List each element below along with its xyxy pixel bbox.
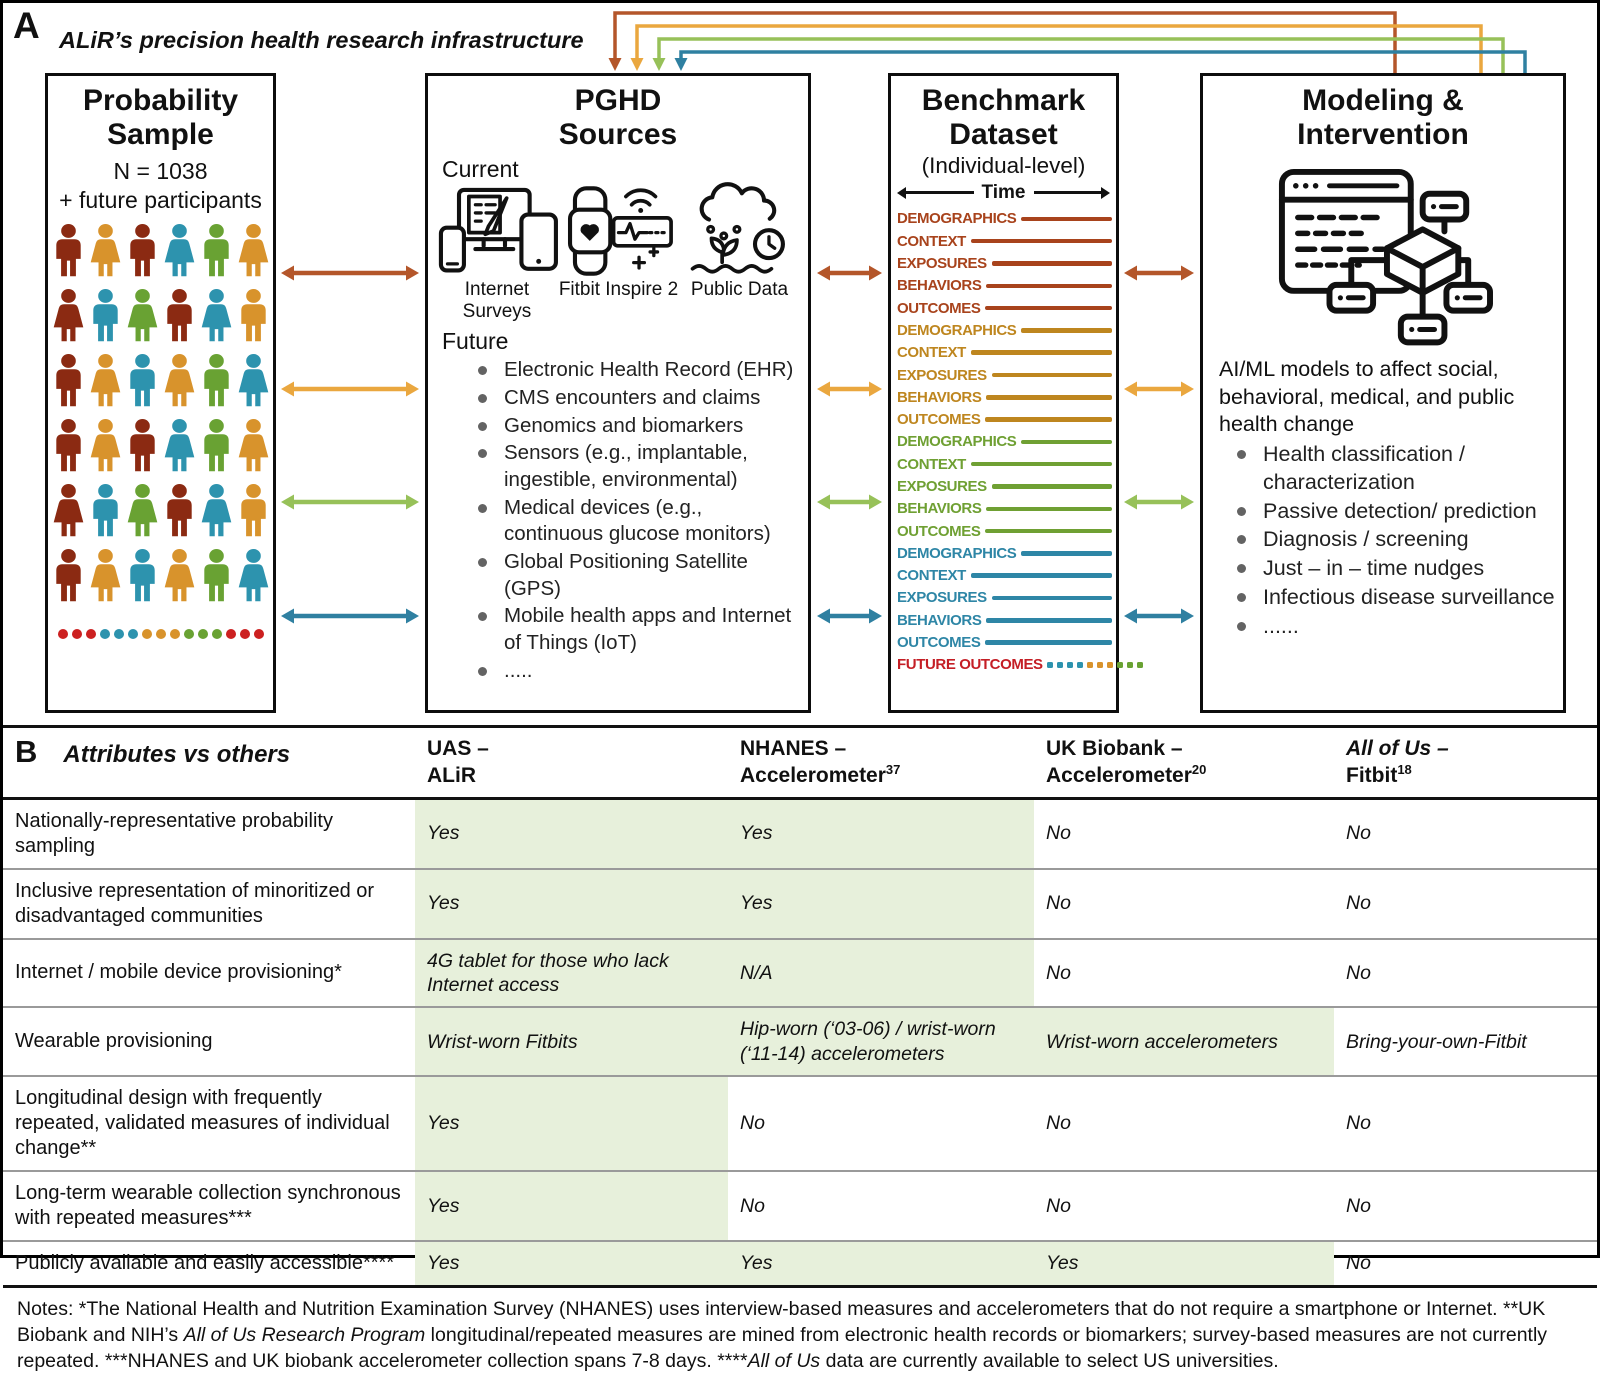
internet-surveys-icon [436,185,559,277]
bullet-icon [1237,450,1246,459]
table-cell: No [1046,822,1071,845]
column-header-uas-alir: UAS – ALiR [427,737,489,788]
person-icon [88,484,123,538]
row-label: Long-term wearable collection synchronous with repeated measures*** [15,1182,401,1230]
table-body [3,800,1597,1289]
table-row [3,868,1597,938]
column-header-nhanes: NHANES – Accelerometer$^{37}$ [740,737,901,788]
benchmark-dataset-box [888,73,1119,713]
source-label: Internet Surveys [462,278,532,322]
list-item: Global Positioning Satellite (GPS) [478,549,804,602]
future-participants: + future participants [59,186,262,213]
person-icon [236,224,271,278]
person-icon [51,419,86,473]
row-label: Publicly available and easily accessible**** [15,1252,395,1275]
benchmark-line [986,618,1112,623]
sample-dot [156,629,166,639]
person-icon [162,289,197,343]
time-label: Time [981,181,1026,203]
list-item: Electronic Health Record (EHR) [478,357,804,384]
benchmark-label: OUTCOMES [897,411,981,429]
benchmark-row [897,453,1112,475]
benchmark-row [897,542,1112,564]
benchmark-row [897,431,1112,453]
future-outcome-dot [1137,662,1143,668]
future-outcome-dot [1087,662,1093,668]
table-cell: Yes [728,1242,1034,1285]
benchmark-line [986,284,1112,289]
table-row [3,938,1597,1007]
benchmark-label: BEHAVIORS [897,277,982,295]
benchmark-line [992,596,1112,601]
pghd-sources-box [425,73,811,713]
benchmark-row [897,408,1112,430]
sample-dot [72,629,82,639]
table-cell: Yes [415,1172,728,1240]
list-item: Infectious disease surveillance [1237,584,1559,612]
benchmark-label: OUTCOMES [897,522,981,540]
person-icon [51,484,86,538]
future-outcome-dot [1097,662,1103,668]
benchmark-label: CONTEXT [897,232,966,250]
benchmark-row [897,565,1112,587]
bullet-icon [478,394,487,403]
sample-dot [254,629,264,639]
person-icon [88,354,123,408]
future-outcome-dot [1077,662,1083,668]
benchmark-row [897,498,1112,520]
panel-b [3,725,1597,1381]
bullet-icon [478,558,487,567]
table-cell: Hip-worn (‘03-06) / wrist-worn (‘11-14) accelerometers [728,1008,1034,1075]
benchmark-row [897,319,1112,341]
sample-dot [240,629,250,639]
table-row [3,1170,1597,1240]
current-sources-row [428,183,808,323]
benchmark-label: CONTEXT [897,567,966,585]
person-icon [88,549,123,603]
person-icon [125,549,160,603]
bullet-icon [478,612,487,621]
table-cell: No [1046,892,1071,915]
person-icon [51,289,86,343]
bullet-icon [478,667,487,676]
person-icon [236,419,271,473]
person-icon [88,289,123,343]
bullet-icon [1237,535,1246,544]
benchmark-row [897,208,1112,230]
person-icon [236,289,271,343]
sample-dot [226,629,236,639]
modeling-list [1203,441,1563,642]
current-label: Current [442,155,519,182]
benchmark-line [1021,217,1112,222]
benchmark-line [985,640,1112,645]
person-row [51,484,271,538]
benchmark-line [1021,440,1112,445]
table-cell: No [1346,1194,1371,1217]
list-item: Just – in – time nudges [1237,555,1559,583]
benchmark-row [897,631,1112,653]
benchmark-label: CONTEXT [897,455,966,473]
table-cell: No [740,1194,765,1217]
person-icon [199,419,234,473]
table-cell: Yes [728,800,1034,868]
bullet-icon [478,366,487,375]
panel-a-label: A [13,5,40,46]
person-icon [162,224,197,278]
benchmark-label: EXPOSURES [897,477,987,495]
benchmark-row [897,275,1112,297]
probability-sample-box [45,73,276,713]
row-label: Nationally-representative probability sampling [15,809,333,857]
person-icon [199,224,234,278]
table-cell: No [1346,1252,1371,1275]
benchmark-line [985,306,1112,311]
probability-title: Probability Sample [82,84,239,151]
benchmark-row [897,252,1112,274]
list-item: Mobile health apps and Internet of Things (IoT) [478,603,804,656]
sample-dot [170,629,180,639]
person-icon [162,419,197,473]
list-item: Sensors (e.g., implantable, ingestible, environmental) [478,440,804,493]
arrow-right-icon [1101,187,1110,199]
person-icon [162,549,197,603]
benchmark-label: BEHAVIORS [897,611,982,629]
table-row [3,800,1597,868]
benchmark-line [971,573,1112,578]
list-item: Diagnosis / screening [1237,526,1559,554]
person-icon [236,549,271,603]
table-cell: No [1346,961,1371,984]
future-outcome-dot [1067,662,1073,668]
table-cell: Yes [415,870,728,938]
person-row [51,549,271,603]
table-cell: No [1046,1112,1071,1135]
column-header-all-of-us: All of Us – Fitbit$^{18}$ [1346,737,1449,788]
panel-a-title: ALiR’s precision health research infrastructure [59,27,584,53]
benchmark-future-row [897,654,1112,676]
benchmark-label: EXPOSURES [897,589,987,607]
list-item: Genomics and biomarkers [478,413,804,440]
source-label: Fitbit Inspire 2 [558,278,679,300]
person-row [51,289,271,343]
panel-b-label: B [15,734,38,769]
person-icon [162,354,197,408]
table-cell: No [1046,961,1071,984]
bullet-icon [478,504,487,513]
bullet-icon [1237,564,1246,573]
bullet-icon [478,422,487,431]
table-title-cell [3,728,415,797]
future-label: Future [442,328,509,355]
table-cell: No [740,1112,765,1135]
person-icon [51,224,86,278]
row-label: Internet / mobile device provisioning* [15,961,342,984]
panel-a [3,3,1597,725]
benchmark-line [986,395,1112,400]
public-data-icon [686,185,793,277]
benchmark-line [992,261,1112,266]
list-item: CMS encounters and claims [478,385,804,412]
list-item: Medical devices (e.g., continuous glucose monitors) [478,495,804,548]
arrow-left-icon [897,187,906,199]
future-sources-list [428,357,808,684]
list-item: ...... [1237,613,1559,641]
person-icon [236,354,271,408]
model-icon-wrap [1203,164,1563,352]
row-label: Longitudinal design with frequently repeated, validated measures of individual change** [15,1087,390,1160]
benchmark-line [992,373,1112,378]
table-cell: 4G tablet for those who lack Internet access [415,940,728,1007]
person-row [51,224,271,278]
table-cell: Yes [1034,1242,1334,1285]
benchmark-label: EXPOSURES [897,255,987,273]
table-cell: No [1046,1194,1071,1217]
future-outcome-dot [1057,662,1063,668]
source-public-data [679,185,800,323]
person-icon [125,354,160,408]
fitbit-icon [561,185,676,277]
modeling-title: Modeling & Intervention [1297,84,1469,151]
sample-dot [86,629,96,639]
benchmark-row [897,475,1112,497]
benchmark-row [897,609,1112,631]
table-title: Attributes vs others [63,741,291,768]
table-cell: Wrist-worn Fitbits [415,1008,728,1075]
benchmark-label: DEMOGRAPHICS [897,433,1017,451]
person-icon [125,484,160,538]
modeling-intervention-box [1200,73,1566,713]
table-cell: No [1346,822,1371,845]
source-label: Public Data [690,278,789,300]
table-cell: Wrist-worn accelerometers [1034,1008,1334,1075]
people-grid [48,224,273,603]
benchmark-subtitle: (Individual-level) [921,152,1086,178]
benchmark-line [985,417,1112,422]
person-icon [199,549,234,603]
benchmark-label: CONTEXT [897,344,966,362]
benchmark-line [992,484,1112,489]
table-cell: No [1346,1112,1371,1135]
benchmark-label: OUTCOMES [897,299,981,317]
bullet-icon [1237,507,1246,516]
source-fitbit [558,185,679,323]
benchmark-title: Benchmark Dataset [921,84,1086,151]
person-row [51,419,271,473]
benchmark-row [897,342,1112,364]
code-flowchart-icon [1274,164,1492,347]
person-icon [88,224,123,278]
benchmark-line [971,239,1112,244]
benchmark-label: EXPOSURES [897,366,987,384]
benchmark-row [897,230,1112,252]
future-outcome-dot [1047,662,1053,668]
sample-dot [198,629,208,639]
benchmark-rows [897,208,1112,676]
person-icon [199,484,234,538]
benchmark-line [986,507,1112,512]
benchmark-label: DEMOGRAPHICS [897,321,1017,339]
notes: Notes: *The National Health and Nutrition Examination Survey (NHANES) uses interview-based measures and accelerometers that do not require a smartphone or Internet. **UK Biobank and NIH’s All of Us Research Program longitudinal/repeated measures are mined from electronic health records or biomarkers; survey-based measures are not currently repeated. ***NHANES and UK biobank accelerometer collection spans 7-8 days. ****All of Us data are currently available to select US universities. [17,1298,1548,1372]
modeling-description: AI/ML models to affect social, behavioral, medical, and public health change [1219,357,1515,437]
person-icon [125,224,160,278]
benchmark-line [1021,328,1112,333]
table-cell: N/A [728,940,1034,1007]
sample-dot [184,629,194,639]
person-icon [236,484,271,538]
table-header [3,725,1597,800]
future-outcome-dot [1117,662,1123,668]
benchmark-row [897,297,1112,319]
sample-dot [128,629,138,639]
sample-dot [58,629,68,639]
future-outcome-dot [1127,662,1133,668]
person-icon [51,549,86,603]
future-outcome-dot [1107,662,1113,668]
person-icon [199,289,234,343]
benchmark-row [897,587,1112,609]
benchmark-label: OUTCOMES [897,634,981,652]
future-outcomes-label: FUTURE OUTCOMES [897,656,1043,674]
bullet-icon [1237,593,1246,602]
sample-dot [212,629,222,639]
person-icon [125,419,160,473]
sample-dot [100,629,110,639]
benchmark-row [897,364,1112,386]
column-header-uk-biobank: UK Biobank – Accelerometer$^{20}$ [1046,737,1207,788]
table-row [3,1006,1597,1075]
row-label: Inclusive representation of minoritized or disadvantaged communities [15,879,375,927]
sample-dot [142,629,152,639]
table-cell: No [1346,892,1371,915]
benchmark-label: DEMOGRAPHICS [897,544,1017,562]
table-cell: Yes [415,1242,728,1285]
list-item: ..... [478,658,804,685]
pghd-title: PGHD Sources [558,84,678,151]
person-icon [88,419,123,473]
list-item: Passive detection/ prediction [1237,498,1559,526]
person-icon [125,289,160,343]
table-cell: Yes [728,870,1034,938]
benchmark-label: BEHAVIORS [897,500,982,518]
person-icon [162,484,197,538]
benchmark-row [897,386,1112,408]
benchmark-label: BEHAVIORS [897,388,982,406]
benchmark-line [985,529,1112,534]
time-axis [897,182,1110,204]
bullet-icon [478,449,487,458]
table-cell: Yes [415,800,728,868]
sample-dot [114,629,124,639]
sample-size: N = 1038 [113,157,208,184]
benchmark-line [971,350,1112,355]
source-internet-surveys [436,185,558,323]
table-row [3,1075,1597,1170]
bullet-icon [1237,622,1246,631]
benchmark-row [897,520,1112,542]
person-icon [199,354,234,408]
list-item: Health classification / characterization [1237,441,1559,497]
benchmark-label: DEMOGRAPHICS [897,210,1017,228]
benchmark-line [1021,551,1112,556]
table-cell: Yes [415,1077,728,1170]
person-row [51,354,271,408]
person-icon [51,354,86,408]
dots-row [48,629,273,639]
table-cell: Bring-your-own-Fitbit [1346,1030,1527,1053]
benchmark-line [971,462,1112,467]
table-row [3,1240,1597,1285]
row-label: Wearable provisioning [15,1030,213,1053]
